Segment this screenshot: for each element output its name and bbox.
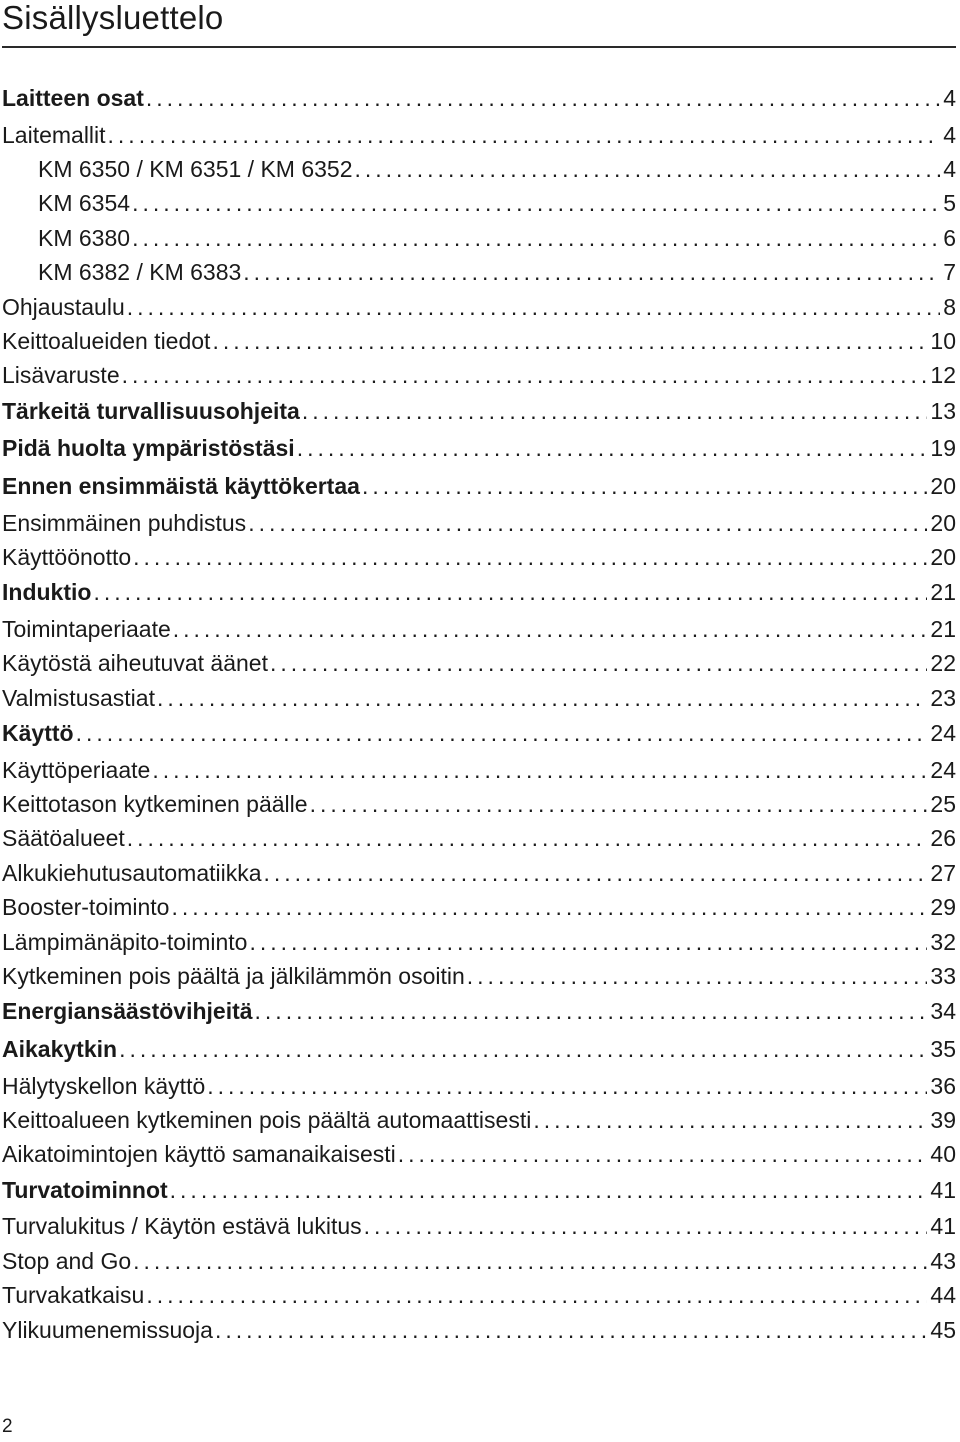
dot-leader — [122, 358, 928, 392]
dot-leader — [398, 1137, 928, 1171]
dot-leader — [215, 1313, 927, 1347]
toc-entry[interactable] — [2, 1313, 956, 1347]
toc-entry[interactable] — [2, 925, 956, 959]
dot-leader — [127, 290, 940, 324]
toc-entry-label: Kytkeminen pois päältä ja jälkilämmön osoitin — [2, 962, 465, 989]
toc-entry[interactable] — [2, 1278, 956, 1312]
dot-leader — [467, 959, 928, 993]
toc-entry[interactable] — [2, 540, 956, 574]
toc-section-entry[interactable] — [2, 1031, 956, 1069]
dot-leader — [108, 118, 941, 152]
dot-leader — [152, 753, 927, 787]
dot-leader — [146, 80, 940, 117]
toc-entry-page: 22 — [930, 650, 956, 677]
toc-entry-label: Alkukiehutusautomatiikka — [2, 859, 262, 886]
dot-leader — [132, 186, 940, 220]
toc-entry-page: 4 — [943, 121, 956, 148]
toc-entry-label: Induktio — [2, 579, 92, 606]
toc-entry[interactable] — [2, 1137, 956, 1171]
toc-entry-label: Stop and Go — [2, 1247, 132, 1274]
dot-leader — [171, 890, 927, 924]
toc-entry-page: 43 — [930, 1247, 956, 1274]
toc-entry-label: KM 6350 / KM 6351 / KM 6352 — [38, 155, 353, 182]
toc-entry[interactable] — [2, 152, 956, 186]
toc-entry-page: 29 — [930, 894, 956, 921]
toc-entry[interactable] — [2, 324, 956, 358]
dot-leader — [133, 540, 927, 574]
toc-entry-page: 6 — [943, 224, 956, 251]
toc-entry[interactable] — [2, 856, 956, 890]
toc-entry-page: 41 — [930, 1213, 956, 1240]
dot-leader — [146, 1278, 927, 1312]
toc-section-entry[interactable] — [2, 993, 956, 1031]
toc-entry[interactable] — [2, 821, 956, 855]
dot-leader — [93, 574, 927, 611]
toc-entry-page: 8 — [943, 293, 956, 320]
toc-entry-page: 32 — [930, 928, 956, 955]
toc-entry-page: 13 — [930, 397, 956, 424]
toc-entry-label: Hälytyskellon käyttö — [2, 1072, 206, 1099]
toc-entry-page: 41 — [930, 1176, 956, 1203]
toc-entry[interactable] — [2, 358, 956, 392]
dot-leader — [132, 221, 940, 255]
toc-entry-label: Tärkeitä turvallisuusohjeita — [2, 397, 300, 424]
toc-entry-label: Keittoalueen kytkeminen pois päältä automaattisesti — [2, 1106, 532, 1133]
dot-leader — [157, 681, 927, 715]
dot-leader — [249, 925, 927, 959]
toc-entry-page: 25 — [930, 791, 956, 818]
dot-leader — [362, 468, 927, 505]
toc-entry[interactable] — [2, 959, 956, 993]
dot-leader — [302, 393, 928, 430]
toc-entry[interactable] — [2, 681, 956, 715]
dot-leader — [212, 324, 927, 358]
toc-entry-page: 21 — [930, 579, 956, 606]
toc-section-entry[interactable] — [2, 468, 956, 506]
toc-entry-page: 4 — [943, 85, 956, 111]
toc-entry-label: Energiansäästövihjeitä — [2, 998, 253, 1025]
toc-entry-label: Lämpimänäpito-toiminto — [2, 928, 248, 955]
toc-entry-label: Keittotason kytkeminen päälle — [2, 791, 308, 818]
toc-entry[interactable] — [2, 118, 956, 152]
toc-entry-label: Säätöalueet — [2, 825, 125, 852]
toc-entry-page: 10 — [930, 327, 956, 354]
toc-entry-label: Laitteen osat — [2, 85, 144, 111]
toc-entry-label: Turvalukitus / Käytön estävä lukitus — [2, 1213, 362, 1240]
toc-entry-page: 36 — [930, 1072, 956, 1099]
page-number: 2 — [2, 1416, 13, 1437]
toc-section-entry[interactable] — [2, 393, 956, 431]
toc-entry[interactable] — [2, 290, 956, 324]
toc-entry-page: 20 — [930, 509, 956, 536]
dot-leader — [264, 856, 928, 890]
dot-leader — [355, 152, 941, 186]
toc-entry-label: Turvatoiminnot — [2, 1176, 168, 1203]
toc-entry[interactable] — [2, 506, 956, 540]
toc-entry-page: 34 — [930, 998, 956, 1025]
toc-entry-page: 7 — [943, 259, 956, 286]
toc-entry[interactable] — [2, 186, 956, 220]
title-rule — [2, 46, 956, 48]
toc-entry-label: Käytöstä aiheutuvat äänet — [2, 650, 268, 677]
toc-section-entry[interactable] — [2, 430, 956, 468]
toc-entry[interactable] — [2, 612, 956, 646]
dot-leader — [533, 1103, 927, 1137]
toc-entry-page: 20 — [930, 543, 956, 570]
page-title: Sisällysluettelo — [2, 0, 224, 36]
table-of-contents — [2, 80, 956, 1347]
toc-entry[interactable] — [2, 255, 956, 289]
dot-leader — [133, 1244, 927, 1278]
dot-leader — [270, 646, 927, 680]
toc-entry-label: KM 6354 — [38, 190, 131, 217]
toc-entry-label: Keittoalueiden tiedot — [2, 327, 211, 354]
toc-entry-page: 5 — [943, 190, 956, 217]
toc-entry-page: 44 — [930, 1282, 956, 1309]
dot-leader — [297, 430, 928, 467]
toc-entry[interactable] — [2, 1209, 956, 1243]
toc-entry[interactable] — [2, 787, 956, 821]
toc-entry-label: Lisävaruste — [2, 362, 120, 389]
toc-entry-page: 4 — [943, 155, 956, 182]
toc-section-entry[interactable] — [2, 715, 956, 753]
toc-entry-page: 45 — [930, 1316, 956, 1343]
toc-entry[interactable] — [2, 221, 956, 255]
dot-leader — [173, 612, 928, 646]
toc-entry-page: 40 — [930, 1141, 956, 1168]
dot-leader — [248, 506, 927, 540]
toc-entry-label: Valmistusastiat — [2, 684, 155, 711]
toc-entry-page: 20 — [930, 472, 956, 499]
toc-entry-label: Laitemallit — [2, 121, 106, 148]
toc-entry-page: 21 — [930, 615, 956, 642]
dot-leader — [170, 1172, 928, 1209]
toc-entry-label: Turvakatkaisu — [2, 1282, 145, 1309]
toc-entry[interactable] — [2, 1244, 956, 1278]
toc-section-entry[interactable] — [2, 574, 956, 612]
dot-leader — [364, 1209, 928, 1243]
toc-entry-label: Käyttö — [2, 720, 74, 747]
toc-section-entry[interactable] — [2, 1172, 956, 1210]
toc-entry-page: 39 — [930, 1106, 956, 1133]
toc-entry-label: Ensimmäinen puhdistus — [2, 509, 247, 536]
toc-entry-page: 23 — [930, 684, 956, 711]
dot-leader — [127, 821, 928, 855]
toc-entry-label: KM 6382 / KM 6383 — [38, 259, 242, 286]
toc-entry[interactable] — [2, 890, 956, 924]
toc-entry[interactable] — [2, 753, 956, 787]
toc-entry-page: 19 — [930, 435, 956, 462]
toc-entry-label: Pidä huolta ympäristöstäsi — [2, 435, 295, 462]
toc-entry-page: 33 — [930, 962, 956, 989]
dot-leader — [76, 715, 928, 752]
dot-leader — [207, 1069, 927, 1103]
toc-entry-page: 24 — [930, 756, 956, 783]
toc-entry[interactable] — [2, 1069, 956, 1103]
toc-entry-label: Käyttöperiaate — [2, 756, 151, 783]
toc-section-entry[interactable] — [2, 80, 956, 118]
toc-entry-label: Käyttöönotto — [2, 543, 132, 570]
dot-leader — [119, 1031, 927, 1068]
toc-entry-page: 12 — [930, 362, 956, 389]
toc-entry-label: Aikatoimintojen käyttö samanaikaisesti — [2, 1141, 396, 1168]
toc-entry-label: Booster-toiminto — [2, 894, 170, 921]
toc-entry-page: 26 — [930, 825, 956, 852]
dot-leader — [243, 255, 940, 289]
toc-entry-label: Aikakytkin — [2, 1035, 118, 1062]
toc-entry-label: Ennen ensimmäistä käyttökertaa — [2, 472, 360, 499]
toc-entry-label: Ohjaustaulu — [2, 293, 125, 320]
toc-entry-page: 35 — [930, 1035, 956, 1062]
dot-leader — [310, 787, 928, 821]
toc-entry-page: 27 — [930, 859, 956, 886]
toc-entry[interactable] — [2, 646, 956, 680]
toc-entry-label: Ylikuumenemissuoja — [2, 1316, 213, 1343]
toc-entry-label: Toimintaperiaate — [2, 615, 171, 642]
toc-entry-page: 24 — [930, 720, 956, 747]
toc-entry[interactable] — [2, 1103, 956, 1137]
toc-entry-label: KM 6380 — [38, 224, 131, 251]
dot-leader — [255, 993, 928, 1030]
